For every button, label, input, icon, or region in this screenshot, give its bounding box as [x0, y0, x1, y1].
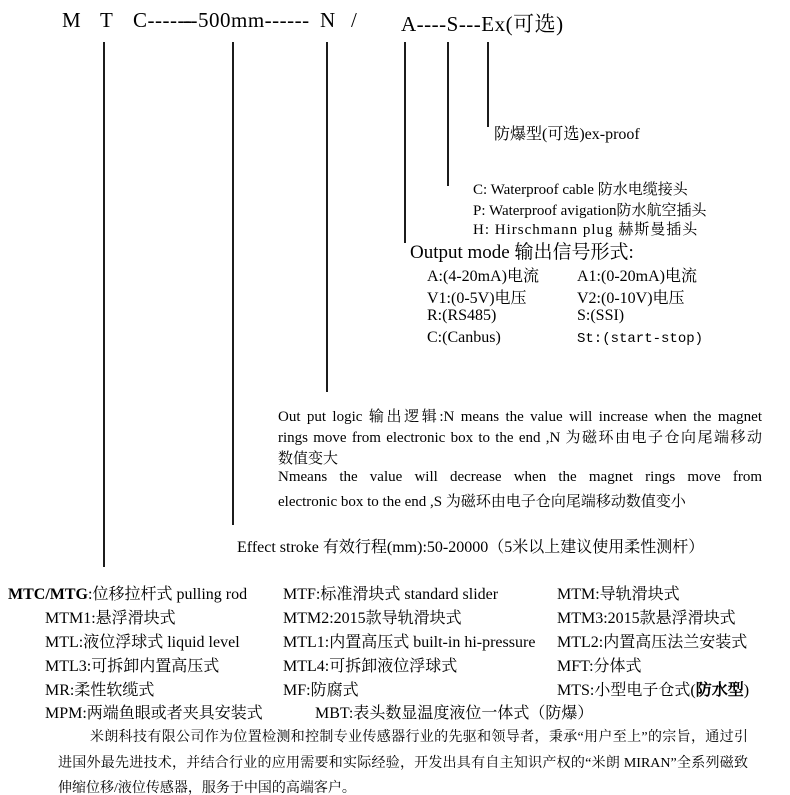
- connector-line-series: [103, 42, 105, 567]
- code-segment-series-m: M: [62, 8, 82, 32]
- code-segment-slash: /: [351, 8, 358, 32]
- output-mode-option-v2: V2:(0-10V)电压: [577, 290, 685, 307]
- code-segment-stroke: --500mm------: [183, 8, 310, 32]
- output-logic-line: electronic box to the end ,S 为磁环由电子仓向尾端移动数值变小: [278, 494, 686, 510]
- code-segment-series-t: T: [100, 8, 114, 32]
- connector-option-p: P: Waterproof avigation防水航空插头: [473, 203, 707, 219]
- output-logic-line: 数值变大: [278, 451, 339, 467]
- model-type-prefix: MTC/MTG: [8, 586, 88, 603]
- effect-stroke-label: Effect stroke 有效行程(mm):50-20000（5米以上建议使用柔性测杆）: [237, 539, 705, 556]
- company-intro-line: 米朗科技有限公司作为位置检测和控制专业传感器行业的先驱和领导者，秉承“用户至上”的宗旨，通过引: [90, 730, 748, 745]
- model-type-waterproof-bold: 防水型: [695, 682, 744, 699]
- connector-option-h: H: Hirschmann plug 赫斯曼插头: [473, 222, 699, 238]
- model-type-mbt: MBT:表头数显温度液位一体式（防爆）: [315, 705, 594, 722]
- output-mode-option-a: A:(4-20mA)电流: [427, 268, 539, 285]
- code-segment-output-opts: A----S---Ex(可选): [401, 12, 564, 36]
- model-type-mtm2: MTM2:2015款导轨滑块式: [283, 610, 462, 627]
- connector-line-output-mode: [404, 42, 406, 243]
- output-mode-option-v1: V1:(0-5V)电压: [427, 290, 527, 307]
- output-logic-line: Out put logic 输出逻辑:N means the value will increase when the magnet: [278, 409, 762, 425]
- company-intro-line: 伸缩位移/液位传感器，服务于中国的高端客户。: [58, 781, 356, 795]
- model-type-mts: [557, 677, 749, 700]
- output-mode-option-r: R:(RS485): [427, 307, 497, 324]
- code-segment-logic-n: N: [320, 8, 336, 32]
- connector-line-stroke: [232, 42, 234, 525]
- model-type-desc: :位移拉杆式 pulling rod: [88, 586, 248, 603]
- model-type-mtl3: MTL3:可拆卸内置高压式: [45, 658, 220, 675]
- model-type-mtc-mtg: [8, 581, 247, 604]
- model-type-mtl4: MTL4:可拆卸液位浮球式: [283, 658, 458, 675]
- output-mode-option-a1: A1:(0-20mA)电流: [577, 268, 697, 285]
- connector-line-logic: [326, 42, 328, 392]
- model-type-mtl: MTL:液位浮球式 liquid level: [45, 634, 240, 651]
- model-type-desc: MTS:小型电子仓式(: [557, 682, 696, 699]
- model-type-desc-end: ): [743, 682, 750, 699]
- output-mode-option-s: S:(SSI): [577, 307, 625, 324]
- model-type-mft: MFT:分体式: [557, 658, 642, 675]
- connector-line-exproof: [487, 42, 489, 127]
- model-type-mpm: MPM:两端鱼眼或者夹具安装式: [45, 705, 263, 722]
- output-mode-option-st: St:(start-stop): [577, 331, 704, 347]
- model-type-mf: MF:防腐式: [283, 682, 359, 699]
- code-segment-type-c: C------: [133, 8, 193, 32]
- model-type-mtl2: MTL2:内置高压法兰安装式: [557, 634, 748, 651]
- model-type-mtm1: MTM1:悬浮滑块式: [45, 610, 176, 627]
- connector-option-c: C: Waterproof cable 防水电缆接头: [473, 182, 688, 198]
- model-type-mtl1: MTL1:内置高压式 built-in hi-pressure: [283, 634, 536, 651]
- output-logic-line: Nmeans the value will decrease when the magnet rings move from: [278, 469, 762, 485]
- model-type-mr: MR:柔性软缆式: [45, 682, 155, 699]
- model-type-mtm: MTM:导轨滑块式: [557, 586, 680, 603]
- output-mode-title: Output mode 输出信号形式:: [410, 242, 634, 263]
- output-logic-line: rings move from electronic box to the end ,N 为磁环由电子仓向尾端移动: [278, 430, 762, 446]
- output-mode-option-cb: C:(Canbus): [427, 329, 501, 346]
- exproof-label: 防爆型(可选)ex-proof: [494, 126, 640, 143]
- model-type-mtm3: MTM3:2015款悬浮滑块式: [557, 610, 736, 627]
- model-type-mtf: MTF:标准滑块式 standard slider: [283, 586, 499, 603]
- connector-line-plug: [447, 42, 449, 186]
- company-intro-line: 进国外最先进技术，并结合行业的应用需要和实际经验，开发出具有自主知识产权的“米朗 MIRAN”全系列磁致: [58, 756, 748, 771]
